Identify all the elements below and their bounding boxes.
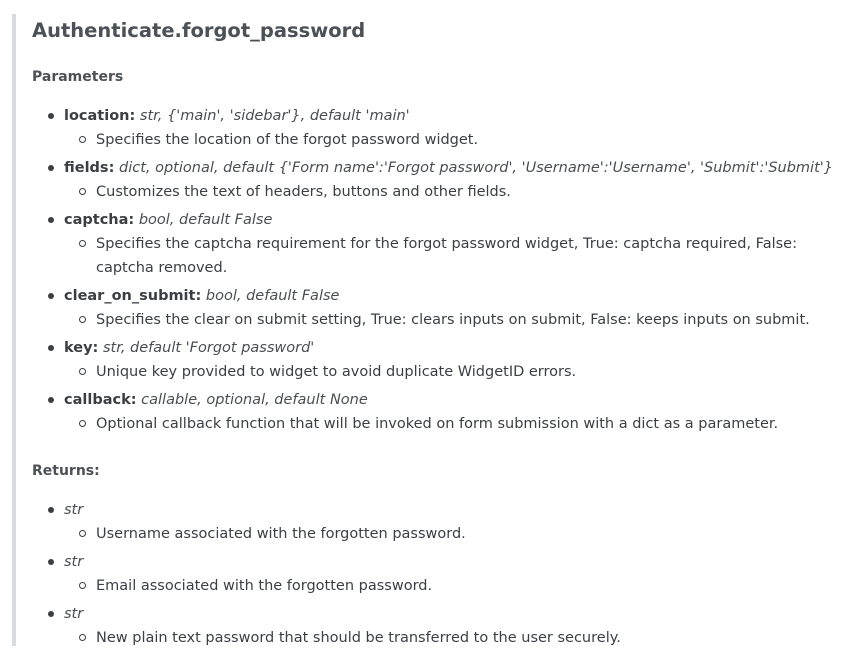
param-description xyxy=(64,232,842,280)
param-colon: : xyxy=(108,160,115,176)
bullet-circle-icon xyxy=(79,582,86,589)
param-name: callback xyxy=(64,392,131,408)
param-name: fields xyxy=(64,160,109,176)
bullet-circle-icon xyxy=(79,188,86,195)
param-type: str, default 'Forgot password' xyxy=(102,340,315,356)
param-type: bool, default False xyxy=(205,288,340,304)
param-item-captcha xyxy=(32,208,842,280)
parameters-heading: Parameters xyxy=(32,69,124,85)
return-description xyxy=(64,574,842,598)
return-description-list xyxy=(64,574,842,598)
bullet-circle-icon xyxy=(79,240,86,247)
return-item xyxy=(32,602,842,650)
bullet-circle-icon xyxy=(79,368,86,375)
param-colon: : xyxy=(92,340,99,356)
return-description-list xyxy=(64,626,842,650)
param-name: key xyxy=(64,340,93,356)
bullet-disc-icon xyxy=(48,397,54,403)
bullet-disc-icon xyxy=(48,293,54,299)
param-description-list xyxy=(64,360,842,384)
bullet-disc-icon xyxy=(48,611,54,617)
param-description-list xyxy=(64,232,842,280)
param-description-text: Customizes the text of headers, buttons and other fields. xyxy=(96,184,511,200)
returns-heading: Returns: xyxy=(32,463,100,479)
return-type: str xyxy=(64,502,84,518)
bullet-circle-icon xyxy=(79,634,86,641)
param-name: location xyxy=(64,108,130,124)
param-description xyxy=(64,128,842,152)
param-description-text: Optional callback function that will be invoked on form submission with a dict as a parameter. xyxy=(96,416,779,432)
param-description-text: Unique key provided to widget to avoid duplicate WidgetID errors. xyxy=(96,364,577,380)
param-type: str, {'main', 'sidebar'}, default 'main' xyxy=(139,108,410,124)
param-colon: : xyxy=(129,108,136,124)
param-name: captcha xyxy=(64,212,129,228)
bullet-circle-icon xyxy=(79,316,86,323)
bullet-disc-icon xyxy=(48,165,54,171)
param-colon: : xyxy=(130,392,137,408)
bullet-disc-icon xyxy=(48,559,54,565)
param-item-fields xyxy=(32,156,842,204)
return-type: str xyxy=(64,554,84,570)
param-item-key xyxy=(32,336,842,384)
param-description xyxy=(64,412,842,436)
returns-list xyxy=(32,498,842,650)
param-item-location xyxy=(32,104,842,152)
return-description-text: New plain text password that should be transferred to the user securely. xyxy=(96,630,621,646)
param-description-list xyxy=(64,308,842,332)
bullet-circle-icon xyxy=(79,420,86,427)
param-name: clear_on_submit xyxy=(64,288,196,304)
return-item xyxy=(32,498,842,546)
return-item xyxy=(32,550,842,598)
param-colon: : xyxy=(128,212,135,228)
param-description-text: Specifies the location of the forgot password widget. xyxy=(96,132,479,148)
param-description xyxy=(64,360,842,384)
return-description-text: Username associated with the forgotten password. xyxy=(96,526,466,542)
param-description-list xyxy=(64,180,842,204)
return-description xyxy=(64,626,842,650)
parameters-list xyxy=(32,104,842,436)
bullet-disc-icon xyxy=(48,345,54,351)
bullet-circle-icon xyxy=(79,136,86,143)
param-description-list xyxy=(64,412,842,436)
param-item-clear-on-submit xyxy=(32,284,842,332)
return-type: str xyxy=(64,606,84,622)
doc-content xyxy=(32,16,842,654)
return-description-list xyxy=(64,522,842,546)
param-description xyxy=(64,308,842,332)
param-description-text: Specifies the captcha requirement for the forgot password widget, True: captcha required, False: captcha removed. xyxy=(96,236,797,276)
bullet-disc-icon xyxy=(48,217,54,223)
param-description-text: Specifies the clear on submit setting, True: clears inputs on submit, False: keeps inputs on submit. xyxy=(96,312,810,328)
param-description xyxy=(64,180,842,204)
bullet-disc-icon xyxy=(48,113,54,119)
return-description-text: Email associated with the forgotten password. xyxy=(96,578,433,594)
param-type: bool, default False xyxy=(138,212,273,228)
return-description xyxy=(64,522,842,546)
param-colon: : xyxy=(195,288,202,304)
param-description-list xyxy=(64,128,842,152)
blockquote-rule xyxy=(12,14,16,646)
bullet-circle-icon xyxy=(79,530,86,537)
param-type: callable, optional, default None xyxy=(141,392,368,408)
param-item-callback xyxy=(32,388,842,436)
page-title: Authenticate.forgot_password xyxy=(32,19,366,42)
bullet-disc-icon xyxy=(48,507,54,513)
param-type: dict, optional, default {'Form name':'Forgot password', 'Username':'Username', 'Submit':'Submit'} xyxy=(118,160,833,176)
